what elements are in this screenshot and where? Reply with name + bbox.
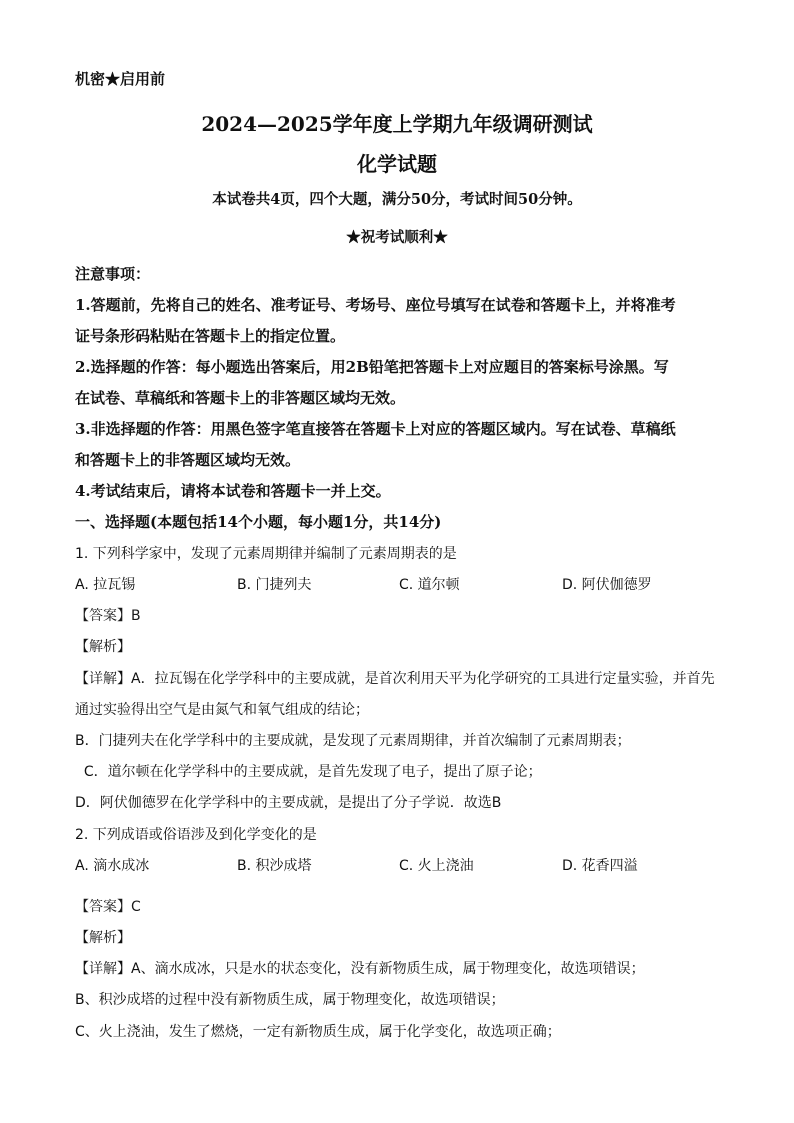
option-b: B. 积沙成塔 [237,858,312,874]
notice-line: 3.非选择题的作答：用黑色签字笔直接答在答题卡上对应的答题区域内。写在试卷、草稿纸 [75,420,676,438]
option-a: A. 拉瓦锡 [75,577,136,593]
notice-heading: 注意事项： [75,265,151,283]
subject-title: 化学试题 [357,152,437,176]
exam-info: 本试卷共4页，四个大题，满分50分，考试时间50分钟。 [212,191,582,208]
question-2-detail: C、火上浇油，发生了燃烧，一定有新物质生成，属于化学变化，故选项正确； [75,1024,561,1040]
option-b: B. 门捷列夫 [237,577,312,593]
question-1-stem: 1. 下列科学家中，发现了元素周期律并编制了元素周期表的是 [75,546,457,562]
good-luck-line: ★祝考试顺利★ [346,229,448,246]
option-c: C. 道尔顿 [399,577,460,593]
question-1-answer: 【答案】B [75,608,141,624]
question-1-detail: 通过实验得出空气是由氮气和氧气组成的结论； [75,702,369,718]
exam-title: 2024—2025学年度上学期九年级调研测试 [201,112,593,136]
question-1-detail: 【详解】A．拉瓦锡在化学学科中的主要成就，是首次利用天平为化学研究的工具进行定量实验，并首先 [75,671,715,687]
question-2-detail: 【详解】A、滴水成冰，只是水的状态变化，没有新物质生成，属于物理变化，故选项错误； [75,961,645,977]
confidential-label: 机密★启用前 [75,70,166,88]
notice-line: 证号条形码粘贴在答题卡上的指定位置。 [75,327,346,345]
option-a: A. 滴水成冰 [75,858,150,874]
option-d: D. 花香四溢 [562,858,638,874]
question-2-stem: 2. 下列成语或俗语涉及到化学变化的是 [75,827,317,843]
notice-line: 4.考试结束后，请将本试卷和答题卡一并上交。 [75,482,391,500]
notice-line: 2.选择题的作答：每小题选出答案后，用2B铅笔把答题卡上对应题目的答案标号涂黑。写 [75,358,669,376]
question-2-detail: B、积沙成塔的过程中没有新物质生成，属于物理变化，故选项错误； [75,992,505,1008]
question-2-analysis-label: 【解析】 [75,930,131,946]
question-2-options [75,855,735,875]
question-2-answer: 【答案】C [75,899,141,915]
question-1-detail: C．道尔顿在化学学科中的主要成就，是首先发现了电子，提出了原子论； [75,764,542,780]
option-c: C. 火上浇油 [399,858,474,874]
option-d: D. 阿伏伽德罗 [562,577,652,593]
notice-line: 和答题卡上的非答题区域均无效。 [75,451,301,469]
section-heading: 一、选择题(本题包括14个小题，每小题1分，共14分) [75,513,442,531]
question-1-detail: D．阿伏伽德罗在化学学科中的主要成就，是提出了分子学说．故选B [75,795,502,811]
notice-line: 在试卷、草稿纸和答题卡上的非答题区域均无效。 [75,389,406,407]
question-1-analysis-label: 【解析】 [75,639,131,655]
question-1-detail: B．门捷列夫在化学学科中的主要成就，是发现了元素周期律，并首次编制了元素周期表； [75,733,631,749]
question-1-options [75,574,735,594]
notice-line: 1.答题前，先将自己的姓名、准考证号、考场号、座位号填写在试卷和答题卡上，并将准考 [75,296,676,314]
